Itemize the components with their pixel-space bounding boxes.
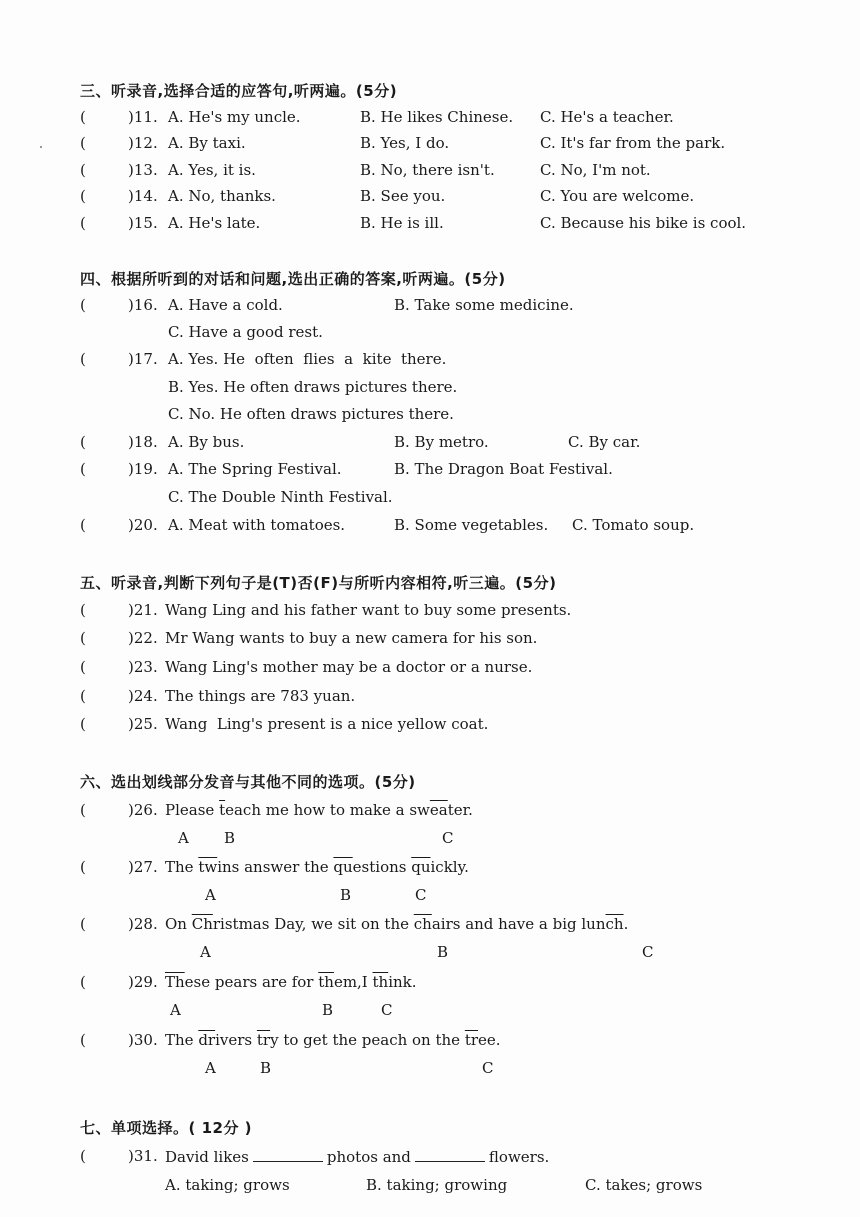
section-3-title: 三、听录音,选择合适的应答句,听两遍。(5分)	[80, 82, 398, 100]
option-a: A. The Spring Festival.	[168, 460, 342, 478]
underlined-part: $\overline{ea}$	[429, 801, 448, 819]
option-c: C. By car.	[568, 433, 641, 451]
sentence: David likes photos and flowers.	[165, 1148, 550, 1166]
label-b: B	[437, 943, 449, 961]
question-number: )21.	[128, 601, 158, 619]
option-b: B. Take some medicine.	[394, 296, 574, 314]
answer-paren: (	[80, 801, 86, 819]
label-b: B	[224, 829, 236, 847]
answer-paren: (	[80, 350, 86, 368]
option-a: A. Have a cold.	[168, 296, 283, 314]
answer-paren: (	[80, 296, 86, 314]
question-number: )19.	[128, 460, 158, 478]
label-c: C	[482, 1059, 494, 1077]
underlined-part: $\overline{qu}$	[333, 858, 353, 876]
option-b: B. By metro.	[394, 433, 489, 451]
label-a: A	[178, 829, 189, 847]
option-b: B. See you.	[360, 187, 446, 205]
sentence: $\overline{Th}ese$ pears are for $\overline{th}em,I$ $\overline{th}ink$.	[165, 973, 417, 991]
answer-paren: (	[80, 658, 86, 676]
question-number: )24.	[128, 687, 158, 705]
option-b: B. No, there isn't.	[360, 161, 495, 179]
option-a: A. Meat with tomatoes.	[168, 516, 346, 534]
question-number: )13.	[128, 161, 158, 179]
sentence: The $\overline{tw}ins$ answer the $\overline{qu}estions$ $\overline{qu}ickly$.	[165, 858, 469, 876]
underlined-part: $\overline{th}$	[372, 973, 389, 991]
option-c: C. takes; grows	[585, 1176, 703, 1194]
answer-paren: (	[80, 1031, 86, 1049]
statement-text: Wang Ling's present is a nice yellow coat.	[165, 715, 489, 733]
label-c: C	[642, 943, 654, 961]
option-b: B. Yes, I do.	[360, 134, 450, 152]
sentence: On $\overline{Ch}ristmas$ Day, we sit on the $\overline{ch}airs$ and have a big $lun\overline{ch}$.	[165, 915, 629, 933]
answer-paren: (	[80, 973, 86, 991]
section-5-title: 五、听录音,判断下列句子是(T)否(F)与所听内容相符,听三遍。(5分)	[80, 574, 557, 592]
label-a: A	[200, 943, 211, 961]
answer-paren: (	[80, 687, 86, 705]
option-a: A. Yes. He often flies a kite there.	[168, 350, 447, 368]
question-number: )26.	[128, 801, 158, 819]
underlined-part: $\overline{ch}$	[413, 915, 432, 933]
question-number: )28.	[128, 915, 158, 933]
sentence: The $\overline{dr}ivers$ $\overline{tr}y$ to get the peach on the $\overline{tr}ee$.	[165, 1031, 501, 1049]
option-b: B. He is ill.	[360, 214, 444, 232]
question-number: )31.	[128, 1147, 158, 1165]
option-b: B. He likes Chinese.	[360, 108, 514, 126]
section-6-title: 六、选出划线部分发音与其他不同的选项。(5分)	[80, 773, 416, 791]
question-number: )16.	[128, 296, 158, 314]
question-number: )17.	[128, 350, 158, 368]
answer-blank[interactable]	[415, 1147, 485, 1162]
label-a: A	[205, 1059, 216, 1077]
section-4-title: 四、根据所听到的对话和问题,选出正确的答案,听两遍。(5分)	[80, 270, 506, 288]
label-c: C	[381, 1001, 393, 1019]
label-b: B	[322, 1001, 334, 1019]
underlined-part: $\overline{Ch}$	[191, 915, 213, 933]
option-c: C. Tomato soup.	[572, 516, 695, 534]
underlined-part: $\overline{qu}$	[411, 858, 431, 876]
option-a: A. He's late.	[168, 214, 261, 232]
option-a: A. Yes, it is.	[168, 161, 256, 179]
statement-text: Wang Ling and his father want to buy some presents.	[165, 601, 572, 619]
underlined-part: $\overline{tr}$	[256, 1031, 271, 1049]
option-c: C. He's a teacher.	[540, 108, 674, 126]
answer-paren: (	[80, 214, 86, 232]
question-number: )18.	[128, 433, 158, 451]
option-c: C. The Double Ninth Festival.	[168, 488, 393, 506]
answer-paren: (	[80, 601, 86, 619]
label-b: B	[340, 886, 352, 904]
option-a: A. He's my uncle.	[168, 108, 301, 126]
option-a: A. By bus.	[168, 433, 245, 451]
underlined-part: $\overline{tr}$	[464, 1031, 479, 1049]
question-number: )22.	[128, 629, 158, 647]
statement-text: The things are 783 yuan.	[165, 687, 356, 705]
answer-paren: (	[80, 715, 86, 733]
answer-paren: (	[80, 1147, 86, 1165]
option-c: C. It's far from the park.	[540, 134, 726, 152]
label-b: B	[260, 1059, 272, 1077]
sentence: Please $\overline{t}each$ me how to make a $sw\overline{ea}ter$.	[165, 801, 473, 819]
question-number: )30.	[128, 1031, 158, 1049]
question-number: )14.	[128, 187, 158, 205]
label-c: C	[442, 829, 454, 847]
question-number: )12.	[128, 134, 158, 152]
statement-text: Wang Ling's mother may be a doctor or a nurse.	[165, 658, 533, 676]
label-c: C	[415, 886, 427, 904]
underlined-part: $\overline{tw}$	[198, 858, 218, 876]
underlined-part: $\overline{Th}$	[165, 973, 185, 991]
option-b: B. The Dragon Boat Festival.	[394, 460, 613, 478]
question-number: )11.	[128, 108, 158, 126]
option-c: C. No, I'm not.	[540, 161, 651, 179]
option-c: C. No. He often draws pictures there.	[168, 405, 454, 423]
answer-paren: (	[80, 629, 86, 647]
question-number: )27.	[128, 858, 158, 876]
label-a: A	[170, 1001, 181, 1019]
question-number: )20.	[128, 516, 158, 534]
answer-paren: (	[80, 134, 86, 152]
option-b: B. Yes. He often draws pictures there.	[168, 378, 458, 396]
underlined-part: $\overline{ch}$	[605, 915, 624, 933]
option-c: C. You are welcome.	[540, 187, 695, 205]
option-a: A. taking; grows	[165, 1176, 290, 1194]
question-number: )15.	[128, 214, 158, 232]
underlined-part: $\overline{th}$	[318, 973, 334, 991]
scan-speck	[40, 146, 42, 148]
option-a: A. No, thanks.	[168, 187, 276, 205]
answer-paren: (	[80, 516, 86, 534]
option-a: A. By taxi.	[168, 134, 246, 152]
answer-paren: (	[80, 108, 86, 126]
question-number: )29.	[128, 973, 158, 991]
question-number: )25.	[128, 715, 158, 733]
option-c: C. Have a good rest.	[168, 323, 323, 341]
answer-paren: (	[80, 858, 86, 876]
option-c: C. Because his bike is cool.	[540, 214, 747, 232]
question-number: )23.	[128, 658, 158, 676]
option-b: B. Some vegetables.	[394, 516, 549, 534]
answer-blank[interactable]	[253, 1147, 323, 1162]
underlined-part: $\overline{dr}$	[198, 1031, 216, 1049]
statement-text: Mr Wang wants to buy a new camera for his son.	[165, 629, 538, 647]
answer-paren: (	[80, 915, 86, 933]
option-b: B. taking; growing	[366, 1176, 508, 1194]
answer-paren: (	[80, 187, 86, 205]
answer-paren: (	[80, 161, 86, 179]
answer-paren: (	[80, 433, 86, 451]
answer-paren: (	[80, 460, 86, 478]
label-a: A	[205, 886, 216, 904]
underlined-part: $\overline{t}$	[219, 801, 226, 819]
section-7-title: 七、单项选择。( 12分 )	[80, 1119, 253, 1137]
